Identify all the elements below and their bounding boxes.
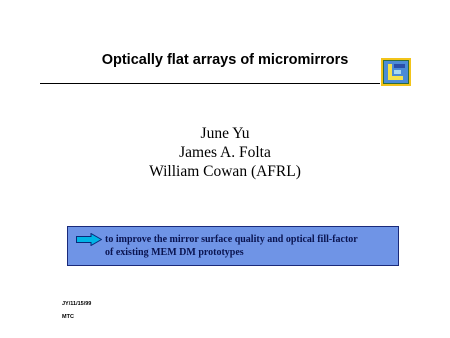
objective-line: to improve the mirror surface quality and optical fill-factor: [105, 234, 358, 245]
llnl-logo-icon: [381, 58, 411, 86]
author-list: [100, 124, 350, 181]
author-name: James A. Folta: [179, 144, 271, 161]
objective-callout: [67, 226, 399, 266]
right-arrow-icon: [76, 233, 102, 246]
author-name: William Cowan (AFRL): [149, 163, 301, 180]
footer-organization: MTC: [62, 314, 74, 320]
author-name: June Yu: [200, 125, 250, 142]
objective-line: of existing MEM DM prototypes: [105, 247, 244, 258]
title-underline: [40, 83, 380, 84]
footer-document-code: JY/11/15/99: [62, 301, 92, 307]
slide-title: Optically flat arrays of micromirrors: [101, 52, 349, 68]
objective-text: [105, 233, 397, 259]
